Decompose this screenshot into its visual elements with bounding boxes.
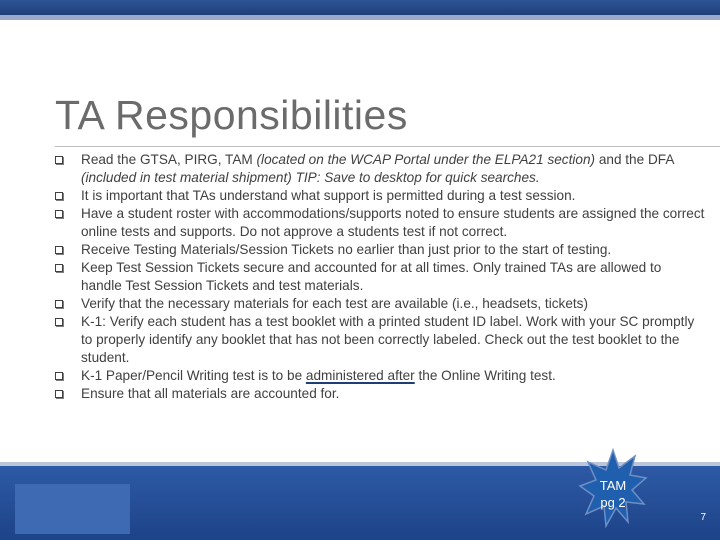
callout-line-2: pg 2 [600,495,626,510]
bullet-item [55,367,705,385]
bullet-list [55,151,705,403]
bullet-item [55,241,705,259]
bullet-item [55,259,705,295]
bullet-text: Have a student roster with accommodations/supports noted to ensure students are assigned the correct online tests and supports. Do not approve a students test if not correct. [81,206,705,239]
slide-title: TA Responsibilities [55,92,408,138]
header-bar [0,0,720,15]
bullet-text: (included in test material shipment) TIP: Save to desktop for quick searches. [81,170,540,185]
header-accent-line [0,15,720,20]
bullet-text: Ensure that all materials are accounted for. [81,386,340,401]
hollow-square-bullet-icon [55,372,63,380]
bullet-item [55,313,705,367]
hollow-square-bullet-icon [55,390,63,398]
bullet-text: administered after [305,368,415,383]
hollow-square-bullet-icon [55,264,63,272]
bullet-text: Verify that the necessary materials for each test are available (i.e., headsets, tickets) [81,296,588,311]
bullet-item [55,187,705,205]
bullet-text: Receive Testing Materials/Session Tickets no earlier than just prior to the start of testing. [81,242,612,257]
bullet-text: (located on the WCAP Portal under the ELPA21 section) [256,152,596,167]
bullet-item [55,385,705,403]
bullet-text: the Online Writing test. [414,368,556,383]
footer-logo-placeholder [15,484,130,534]
hollow-square-bullet-icon [55,192,63,200]
bullet-text: Read the GTSA, PIRG, TAM [81,152,257,167]
bullet-text: Keep Test Session Tickets secure and accounted for at all times. Only trained TAs are allowed to handle Test Session Tickets and test materials. [81,260,662,293]
page-number: 7 [700,512,706,523]
hollow-square-bullet-icon [55,210,63,218]
bullet-item [55,205,705,241]
hollow-square-bullet-icon [55,156,63,164]
callout-line-1: TAM [599,478,627,493]
bullet-item [55,151,705,187]
title-divider [55,146,720,147]
hollow-square-bullet-icon [55,246,63,254]
bullet-text: and the DFA [595,152,674,167]
hollow-square-bullet-icon [55,318,63,326]
bullet-text: K-1: Verify each student has a test booklet with a printed student ID label. Work with your SC promptly to properly identify any booklet that has not been correctly labeled. Check out the test booklet to the student. [81,314,695,365]
bullet-item [55,295,705,313]
hollow-square-bullet-icon [55,300,63,308]
bullet-text: K-1 Paper/Pencil Writing test is to be [81,368,306,383]
callout-text [583,477,643,511]
bullet-text: It is important that TAs understand what support is permitted during a test session. [81,188,576,203]
